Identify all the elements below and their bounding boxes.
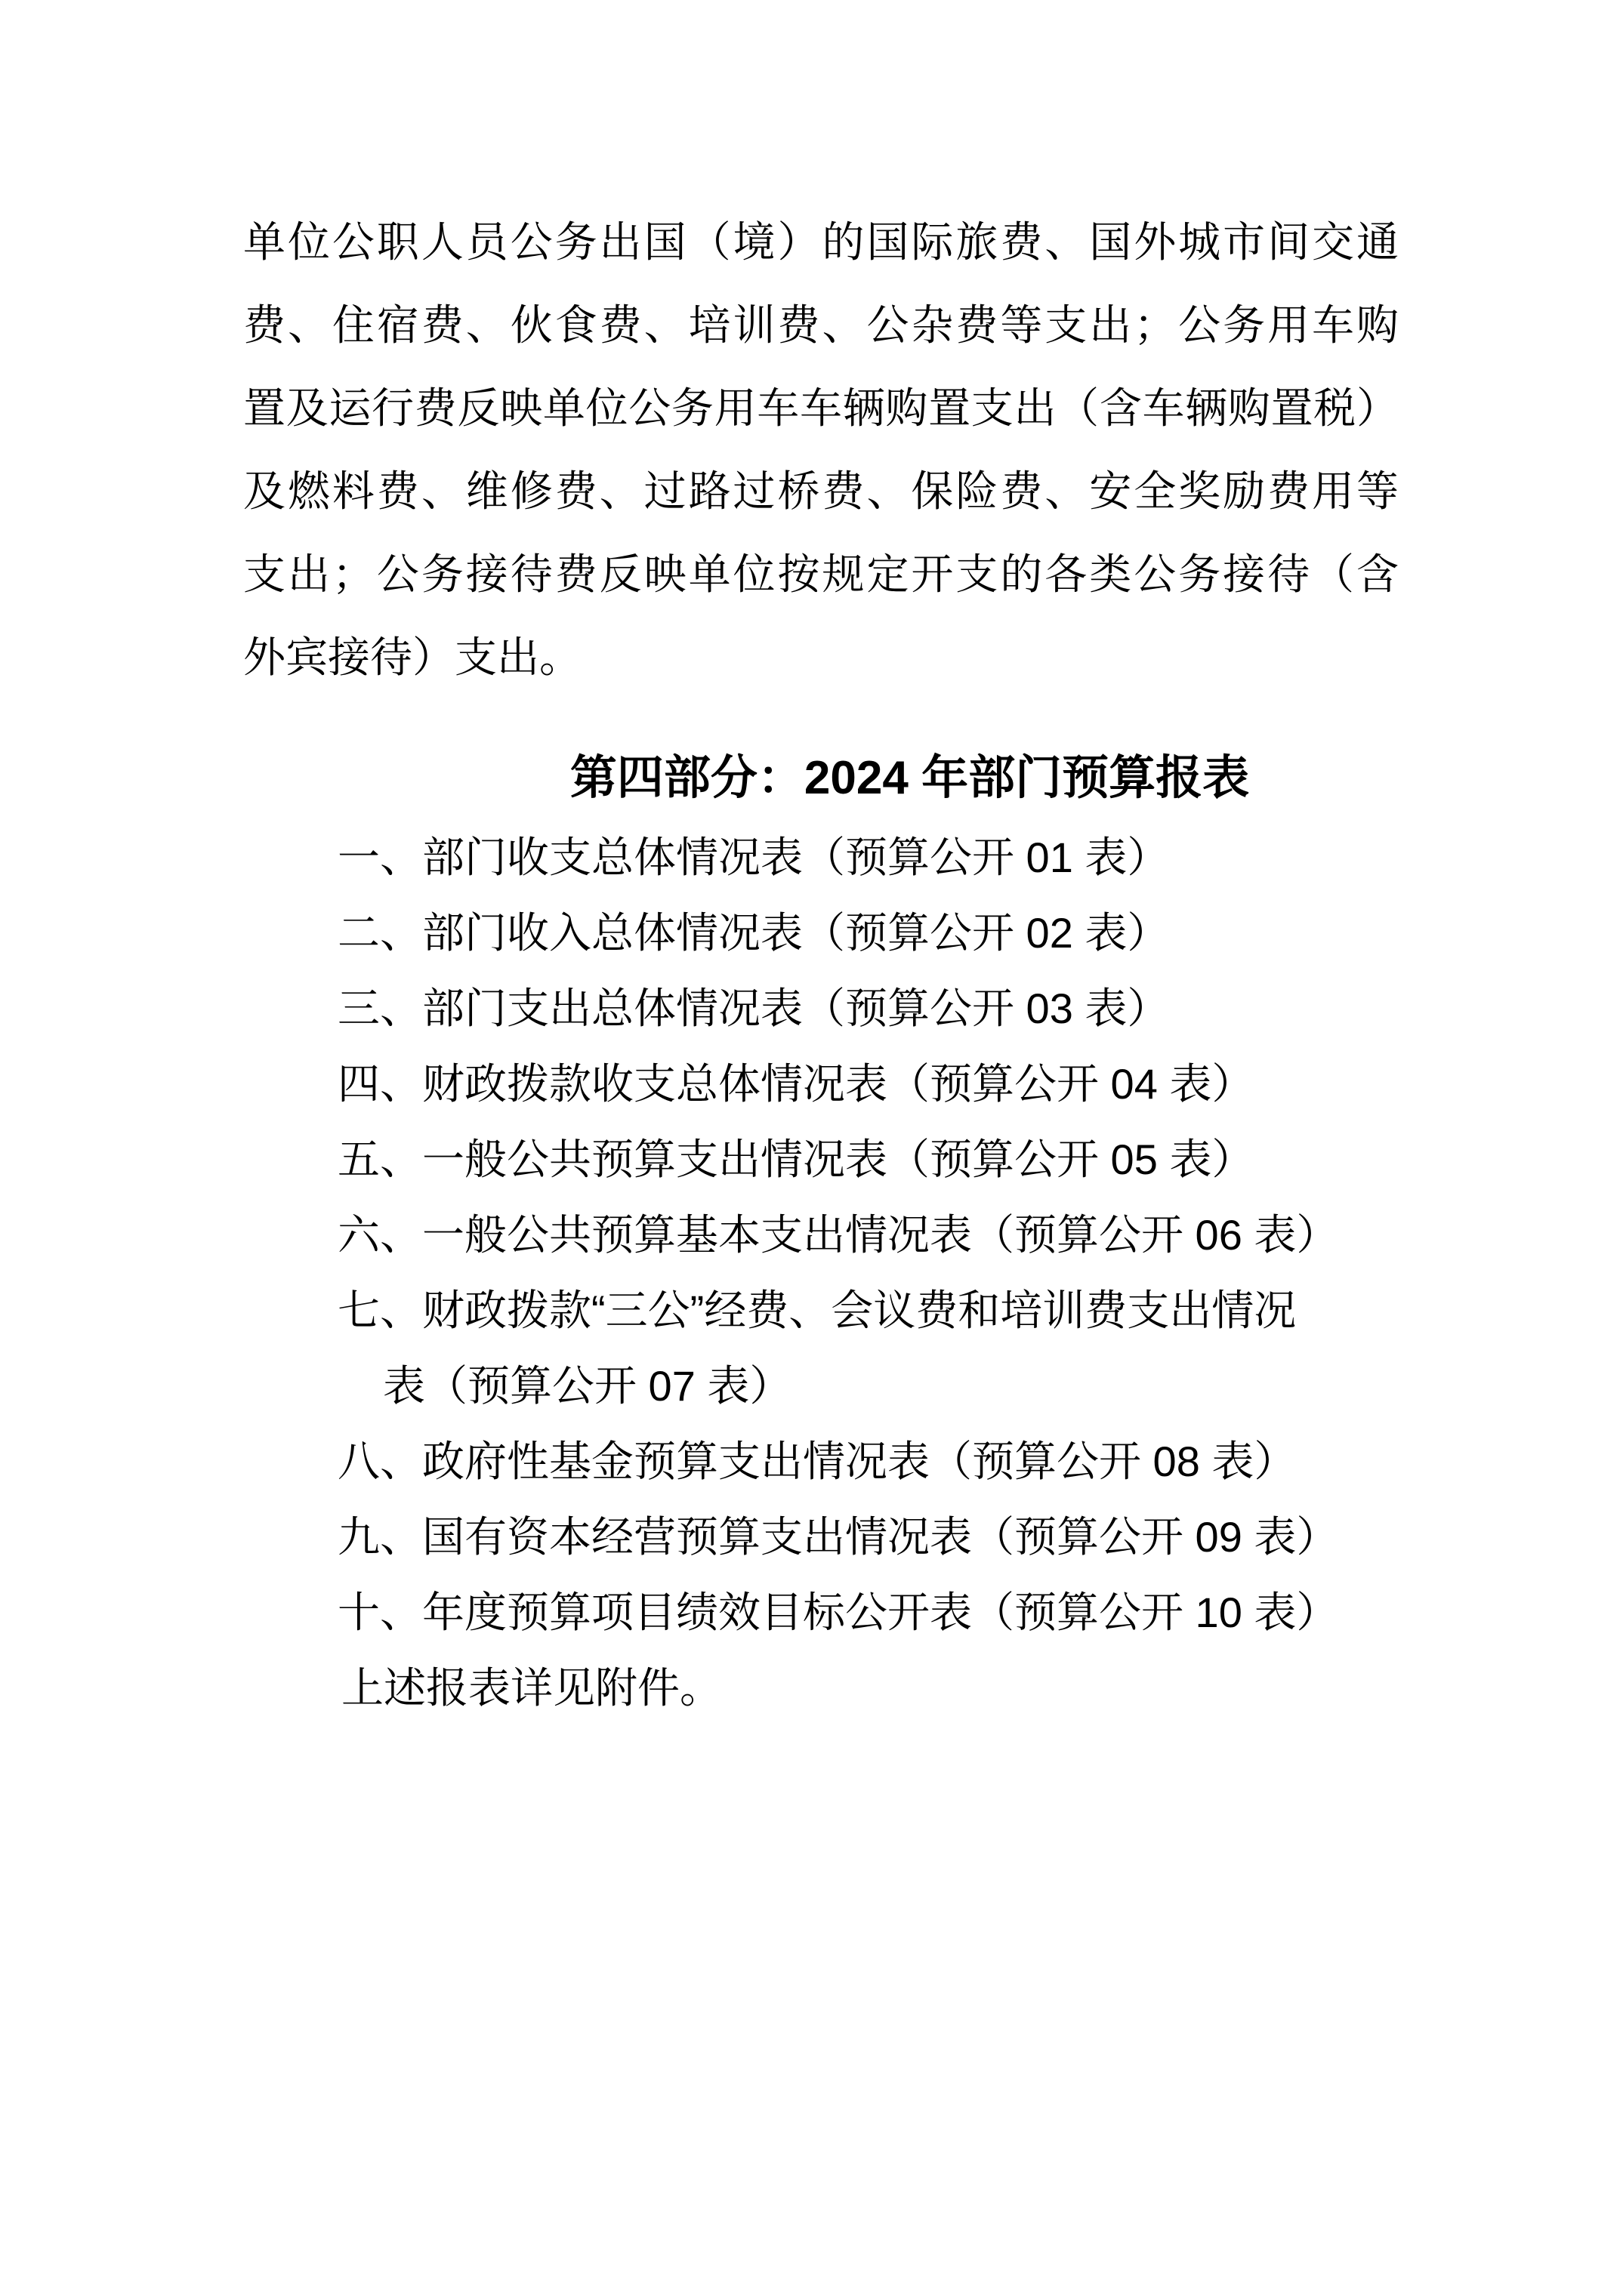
- report-list-item-07-continuation: 表（预算公开 07 表）: [383, 1362, 792, 1410]
- paragraph-line: 费、住宿费、伙食费、培训费、公杂费等支出；公务用车购: [243, 301, 1399, 349]
- paragraph-line: 支出；公务接待费反映单位按规定开支的各类公务接待（含: [243, 550, 1399, 598]
- report-list-item-08: 八、政府性基金预算支出情况表（预算公开 08 表）: [338, 1438, 1297, 1485]
- report-list-item-03: 三、部门支出总体情况表（预算公开 03 表）: [338, 985, 1170, 1032]
- report-list-item-01: 一、部门收支总体情况表（预算公开 01 表）: [338, 834, 1170, 881]
- report-list-item-02: 二、部门收入总体情况表（预算公开 02 表）: [338, 909, 1170, 957]
- report-list-item-05: 五、一般公共预算支出情况表（预算公开 05 表）: [338, 1136, 1254, 1183]
- body-paragraph: [243, 201, 1399, 699]
- report-list-item-07: 七、财政拨款“三公”经费、会议费和培训费支出情况: [338, 1287, 1297, 1334]
- paragraph-line: 及燃料费、维修费、过路过桥费、保险费、安全奖励费用等: [243, 467, 1399, 515]
- paragraph-line: 单位公职人员公务出国（境）的国际旅费、国外城市间交通: [243, 218, 1399, 266]
- report-list-item-09: 九、国有资本经营预算支出情况表（预算公开 09 表）: [338, 1513, 1339, 1561]
- paragraph-line: 置及运行费反映单位公务用车车辆购置支出（含车辆购置税）: [243, 384, 1399, 432]
- closing-note: 上述报表详见附件。: [341, 1664, 722, 1712]
- report-list-item-10: 十、年度预算项目绩效目标公开表（预算公开 10 表）: [338, 1589, 1339, 1636]
- paragraph-line: 外宾接待）支出。: [243, 633, 582, 681]
- document-content: [243, 201, 1399, 1726]
- report-list-item-04: 四、财政拨款收支总体情况表（预算公开 04 表）: [338, 1060, 1254, 1108]
- report-list-item-06: 六、一般公共预算基本支出情况表（预算公开 06 表）: [338, 1211, 1339, 1259]
- section-heading: 第四部分：2024 年部门预算报表: [569, 752, 1250, 804]
- report-table-list: [243, 820, 1399, 1726]
